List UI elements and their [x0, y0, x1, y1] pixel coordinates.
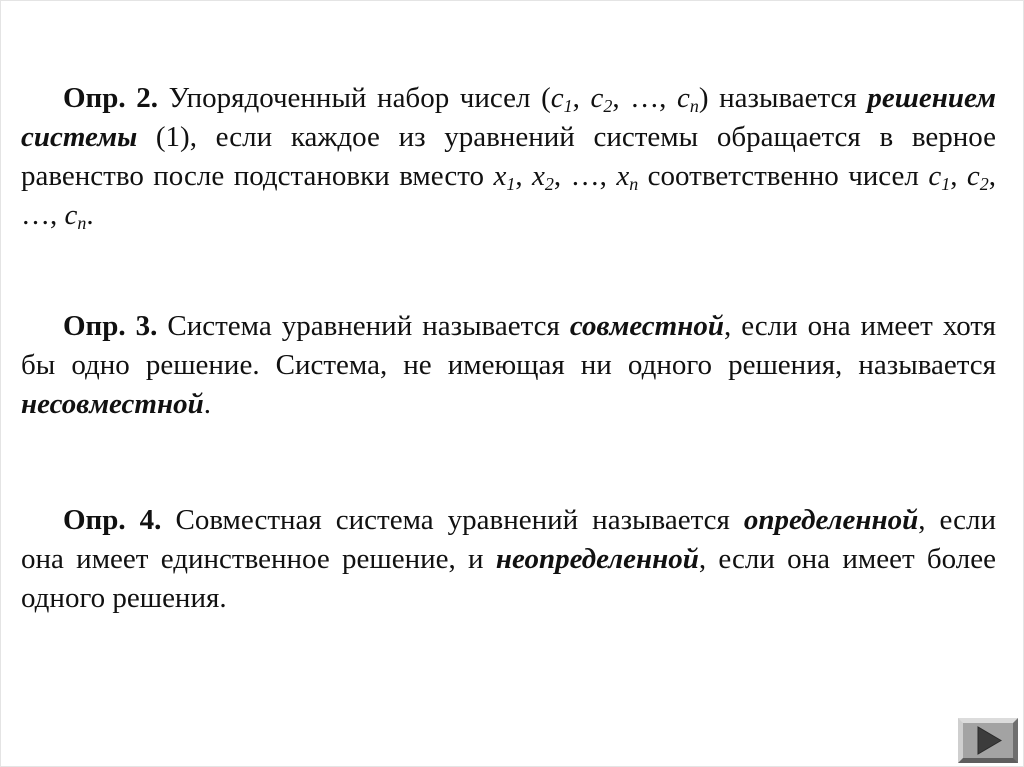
definition-3-label: Опр. 3. — [63, 310, 158, 342]
definition-4-label: Опр. 4. — [63, 504, 162, 536]
definition-3: Опр. 3. Система уравнений называется совместной, если она имеет хотя бы одно решение. Система, не имеющая ни одного решения, называется несовместной. — [21, 310, 996, 420]
next-slide-button[interactable] — [958, 718, 1018, 763]
term-determined: определенной — [743, 504, 919, 536]
play-triangle-icon — [963, 723, 1013, 758]
definition-4: Опр. 4. Совместная система уравнений называется определенной, если она имеет единственное решение, и неопределенной, если она имеет более одного решения. — [21, 504, 997, 614]
term-inconsistent: несовместной — [21, 388, 204, 420]
definition-2: Опр. 2. Упорядоченный набор чисел ($c_1$, $c_2$, …, $c_n$) называется решением системы (1), если каждое из уравнений системы обращается в верное равенство после подстановки вместо $x_1$, $x_2$, …, $x_n$ соответственно чисел $c_1$, $c_2$, …, $c_n$. — [21, 82, 997, 234]
term-undetermined: неопределенной — [495, 543, 699, 575]
term-consistent: совместной — [569, 310, 724, 342]
term-solution-of-system: решением системы — [21, 82, 997, 153]
definition-2-label: Опр. 2. — [63, 82, 158, 114]
